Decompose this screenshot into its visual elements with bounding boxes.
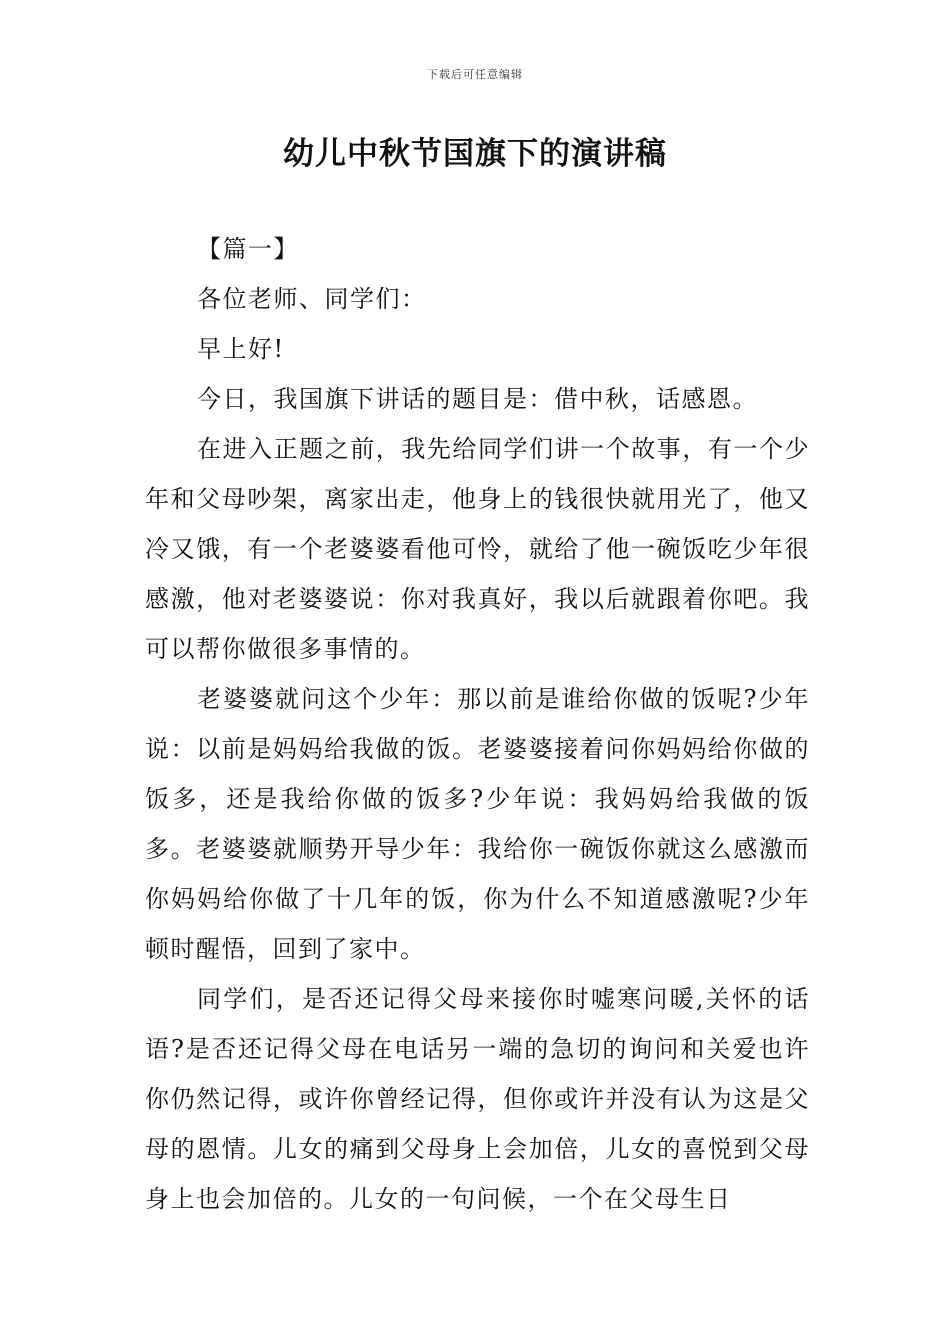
body-paragraph: 今日，我国旗下讲话的题目是：借中秋，话感恩。	[197, 385, 758, 413]
body-paragraph: 同学们，是否还记得父母来接你时嘘寒问暖,关怀的话语?是否还记得父母在电话另一端的急切的询问和关爱也许你仍然记得，或许你曾经记得，但你或许并没有认为这是父母的恩情。儿女的痛到父母身上会加倍，儿女的喜悦到父母身上也会加倍的。儿女的一句问候，一个在父母生日	[145, 985, 810, 1213]
header-note: 下载后可任意编辑	[427, 68, 523, 81]
document-title: 幼儿中秋节国旗下的演讲稿	[283, 136, 667, 172]
salutation: 各位老师、同学们：	[197, 285, 427, 313]
body-paragraph: 在进入正题之前，我先给同学们讲一个故事，有一个少年和父母吵架，离家出走，他身上的钱很快就用光了，他又冷又饿，有一个老婆婆看他可怜，就给了他一碗饭吃少年很感激，他对老婆婆说：你对我真好，我以后就跟着你吧。我可以帮你做很多事情的。	[145, 435, 810, 663]
body-paragraph: 老婆婆就问这个少年：那以前是谁给你做的饭呢?少年说：以前是妈妈给我做的饭。老婆婆接着问你妈妈给你做的饭多，还是我给你做的饭多?少年说：我妈妈给我做的饭多。老婆婆就顺势开导少年：我给你一碗饭你就这么感激而你妈妈给你做了十几年的饭，你为什么不知道感激呢?少年顿时醒悟，回到了家中。	[145, 685, 810, 963]
section-heading: 【篇一】	[197, 235, 299, 263]
document-body	[145, 224, 810, 1224]
greeting: 早上好!	[197, 335, 285, 363]
